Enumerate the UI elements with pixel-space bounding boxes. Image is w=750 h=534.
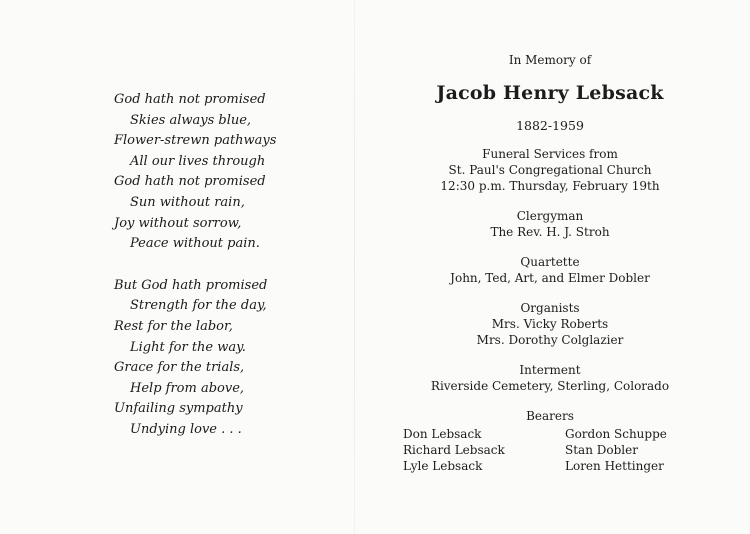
service-program [385,52,715,476]
clergyman-name: The Rev. H. J. Stroh [490,225,610,239]
poem-line: Joy without sorrow, [114,215,242,231]
funeral-services [385,146,715,194]
bearers-list [385,426,715,476]
organists-section [385,300,715,348]
bearer-name: Gordon Schuppe [565,427,667,441]
poem-line: But God hath promised [114,277,268,293]
in-memory-heading: In Memory of [508,53,592,67]
interment-heading: Interment [519,363,581,377]
clergyman-section [385,208,715,240]
poem-line: Flower-strewn pathways [114,133,277,149]
poem-line: Sun without rain, [130,194,245,210]
organist-name: Mrs. Vicky Roberts [491,317,609,331]
services-line: St. Paul's Congregational Church [448,163,652,177]
poem-line: Skies always blue, [130,112,252,128]
bearer-name: Loren Hettinger [565,459,664,473]
bearer-name: Don Lebsack [403,427,482,441]
interment-section [385,362,715,394]
bearer-name: Richard Lebsack [403,443,505,457]
services-line: 12:30 p.m. Thursday, February 19th [440,179,660,193]
clergyman-heading: Clergyman [516,209,584,223]
poem-stanza-1 [114,90,276,255]
bearers-right-column [565,426,667,474]
quartette-names: John, Ted, Art, and Elmer Dobler [450,271,650,285]
poem [114,90,276,441]
poem-stanza-2 [114,276,276,441]
quartette-heading: Quartette [520,255,580,269]
bearer-name: Lyle Lebsack [403,459,483,473]
interment-location: Riverside Cemetery, Sterling, Colorado [430,379,670,393]
services-line: Funeral Services from [482,147,618,161]
poem-line: God hath not promised [114,92,266,107]
poem-line: Peace without pain. [130,236,260,252]
poem-line: Grace for the trials, [114,360,245,376]
life-years: 1882-1959 [516,118,584,133]
poem-line: Undying love . . . [130,421,242,437]
poem-line: All our lives through [130,153,266,169]
quartette-section [385,254,715,286]
organist-name: Mrs. Dorothy Colglazier [476,333,624,347]
center-fold [354,0,355,534]
bearers-left-column [403,426,505,474]
poem-line: Strength for the day, [130,298,267,314]
poem-line: God hath not promised [114,174,266,190]
poem-line: Unfailing sympathy [114,401,243,417]
poem-line: Help from above, [130,380,245,396]
bearer-name: Stan Dobler [565,443,638,457]
poem-line: Light for the way. [130,339,246,355]
poem-line: Rest for the labor, [114,318,233,334]
organists-heading: Organists [520,301,580,315]
bearers-heading: Bearers [526,409,574,423]
deceased-name: Jacob Henry Lebsack [436,82,664,104]
